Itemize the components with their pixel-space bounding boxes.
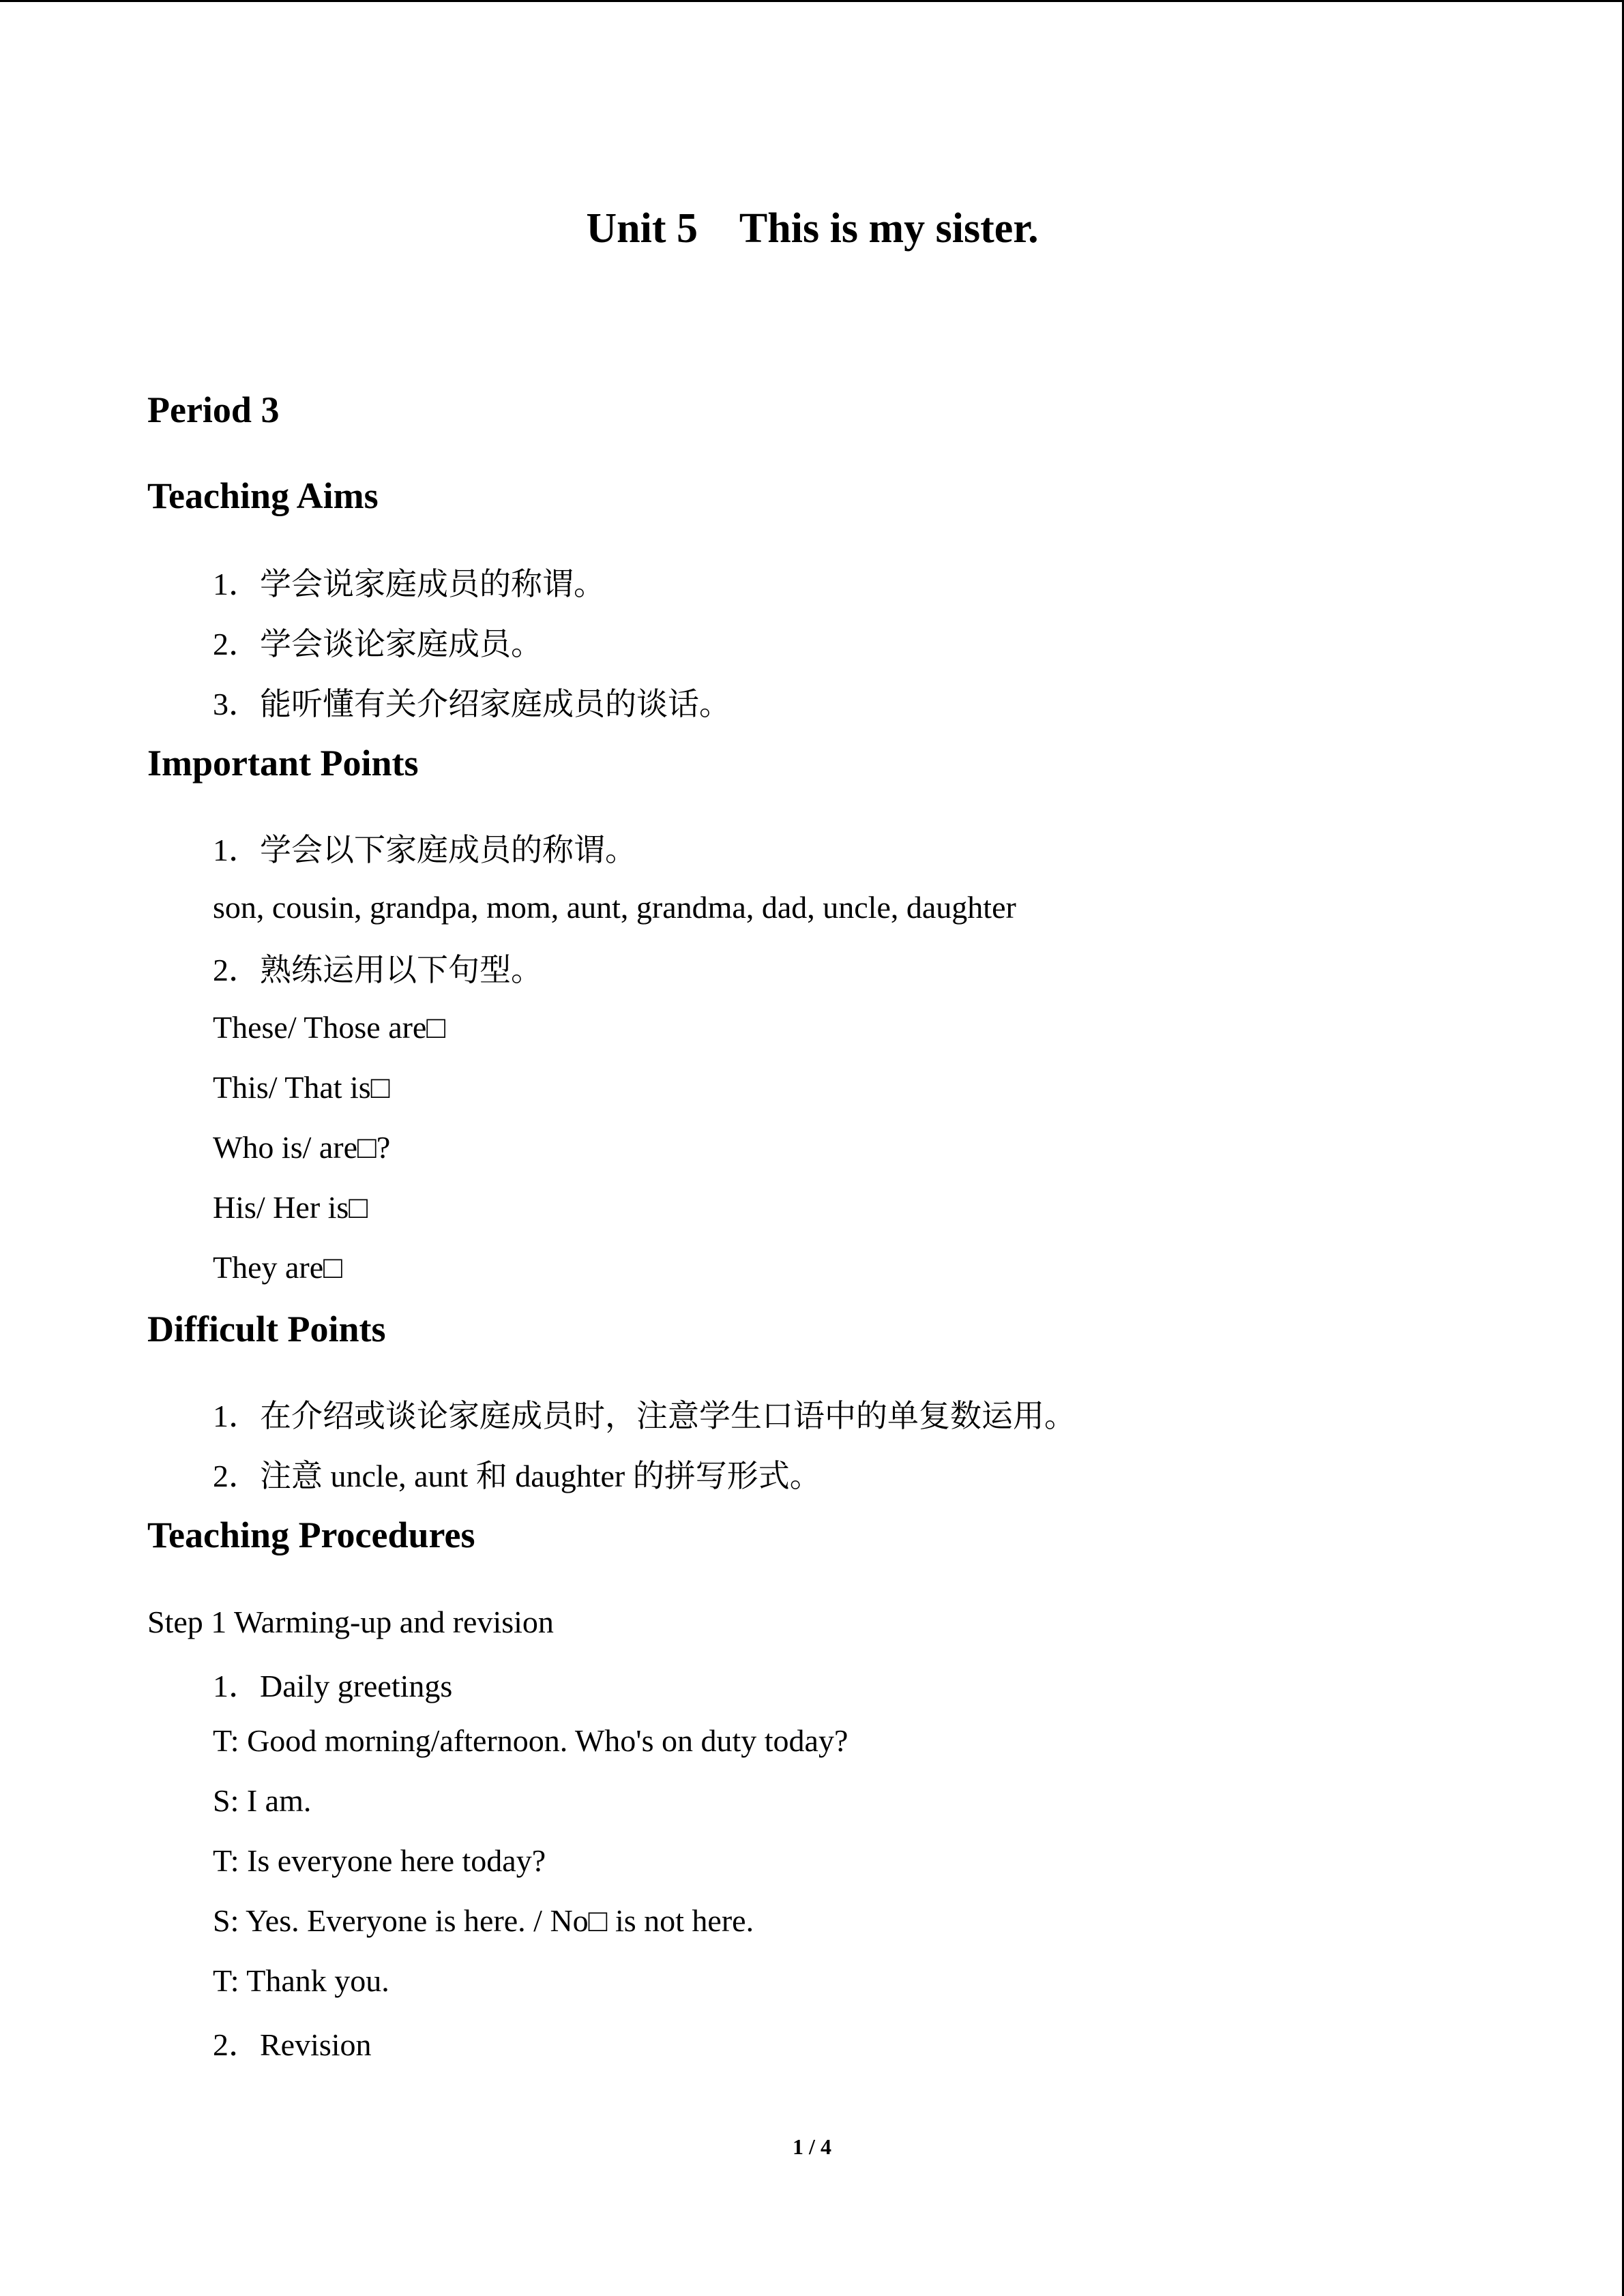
- dialogue-line: T: Thank you.: [213, 1963, 389, 1998]
- sub-item-revision: 2．Revision: [213, 2027, 372, 2062]
- sentence-pattern: These/ Those are□: [213, 1010, 446, 1045]
- important-item-2: 2．熟练运用以下句型。: [213, 953, 542, 987]
- sentence-pattern: His/ Her is□: [213, 1190, 368, 1225]
- dialogue-line: S: I am.: [213, 1783, 312, 1818]
- aim-item: 1．学会说家庭成员的称谓。: [213, 567, 605, 601]
- dialogue-line: T: Is everyone here today?: [213, 1843, 546, 1878]
- aim-item: 3．能听懂有关介绍家庭成员的谈话。: [213, 687, 730, 721]
- difficult-item: 1．在介绍或谈论家庭成员时，注意学生口语中的单复数运用。: [213, 1399, 1076, 1433]
- teaching-procedures-heading: Teaching Procedures: [147, 1515, 475, 1555]
- aim-item: 2．学会谈论家庭成员。: [213, 627, 542, 661]
- important-points-heading: Important Points: [147, 743, 419, 784]
- step-1-label: Step 1 Warming-up and revision: [147, 1605, 554, 1639]
- page-title: Unit 5 This is my sister.: [586, 205, 1039, 252]
- dialogue-line: T: Good morning/afternoon. Who's on duty today?: [213, 1723, 848, 1758]
- period-heading: Period 3: [147, 389, 280, 430]
- sentence-pattern: Who is/ are□?: [213, 1130, 391, 1165]
- sub-item-daily-greetings: 1．Daily greetings: [213, 1669, 453, 1703]
- vocabulary-list: son, cousin, grandpa, mom, aunt, grandma, dad, uncle, daughter: [213, 890, 1016, 925]
- sentence-pattern: This/ That is□: [213, 1070, 390, 1105]
- dialogue-line: S: Yes. Everyone is here. / No□ is not here.: [213, 1903, 754, 1938]
- page-number: 1 / 4: [793, 2134, 831, 2159]
- teaching-aims-heading: Teaching Aims: [147, 475, 379, 516]
- difficult-points-heading: Difficult Points: [147, 1309, 386, 1350]
- difficult-item: 2．注意 uncle, aunt 和 daughter 的拼写形式。: [213, 1459, 821, 1493]
- sentence-pattern: They are□: [213, 1250, 342, 1285]
- important-item-1: 1．学会以下家庭成员的称谓。: [213, 833, 636, 867]
